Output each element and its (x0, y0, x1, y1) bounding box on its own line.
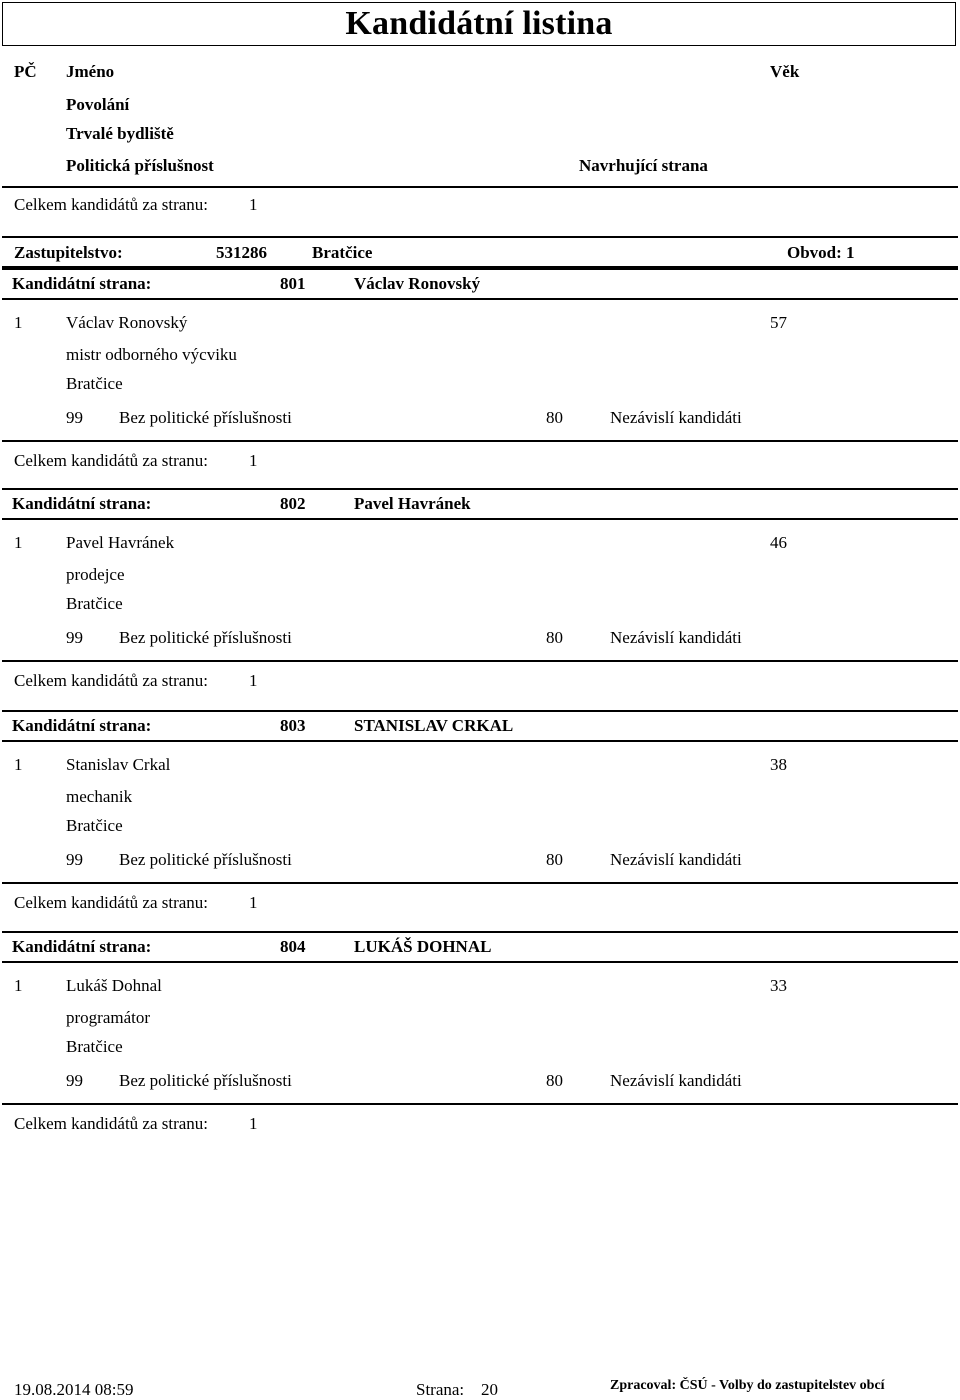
candidate-residence: Bratčice (66, 1037, 123, 1056)
party-label: Kandidátní strana: (12, 716, 152, 735)
council-code: 531286 (216, 243, 267, 262)
candidate-age: 38 (770, 755, 787, 774)
candidate-occupation: mechanik (66, 787, 133, 806)
title-box (2, 2, 956, 46)
candidate-divider (2, 1103, 958, 1105)
candidate-name: Stanislav Crkal (66, 755, 171, 774)
candidate-age: 57 (770, 313, 787, 332)
candidate-occupation: prodejce (66, 565, 125, 584)
candidate-pc: 1 (14, 755, 23, 774)
header-proposer: Navrhující strana (579, 156, 708, 175)
party-section (0, 710, 960, 912)
proposer-code: 80 (546, 850, 563, 869)
candidate-pc: 1 (14, 533, 23, 552)
footer-datetime: 19.08.2014 08:59 (14, 1380, 134, 1399)
candidate-residence: Bratčice (66, 374, 123, 393)
proposer-name: Nezávislí kandidáti (610, 408, 742, 427)
header-pc: PČ (14, 62, 37, 81)
candidate-residence: Bratčice (66, 816, 123, 835)
candidate-name: Pavel Havránek (66, 533, 175, 552)
party-label: Kandidátní strana: (12, 937, 152, 956)
party-number: 802 (280, 494, 306, 513)
affiliation-name: Bez politické příslušnosti (119, 850, 292, 869)
party-name: Pavel Havránek (354, 494, 471, 513)
header-age: Věk (770, 62, 800, 81)
party-total-value: 1 (249, 1114, 258, 1133)
affiliation-name: Bez politické příslušnosti (119, 408, 292, 427)
party-total-value: 1 (249, 671, 258, 690)
header-occupation: Povolání (66, 95, 130, 114)
party-total-label: Celkem kandidátů za stranu: (14, 1114, 209, 1133)
footer-processed: Zpracoval: ČSÚ - Volby do zastupitelstev obcí (610, 1378, 885, 1393)
affiliation-name: Bez politické příslušnosti (119, 628, 292, 647)
proposer-code: 80 (546, 408, 563, 427)
proposer-name: Nezávislí kandidáti (610, 1071, 742, 1090)
top-total-value: 1 (249, 195, 258, 214)
party-section (0, 488, 960, 690)
affiliation-code: 99 (66, 850, 83, 869)
candidate-pc: 1 (14, 313, 23, 332)
party-name: LUKÁŠ DOHNAL (354, 937, 492, 956)
party-name: Václav Ronovský (354, 274, 481, 293)
candidate-pc: 1 (14, 976, 23, 995)
party-number: 804 (280, 937, 306, 956)
proposer-name: Nezávislí kandidáti (610, 628, 742, 647)
candidate-occupation: programátor (66, 1008, 151, 1027)
header-residence: Trvalé bydliště (66, 124, 174, 143)
header-name: Jméno (66, 62, 115, 81)
party-number: 803 (280, 716, 306, 735)
council-name: Bratčice (312, 243, 373, 262)
party-section (0, 931, 960, 1133)
party-label: Kandidátní strana: (12, 494, 152, 513)
party-number: 801 (280, 274, 306, 293)
party-section (0, 268, 960, 470)
party-total-value: 1 (249, 451, 258, 470)
candidate-age: 46 (770, 533, 787, 552)
candidate-divider (2, 882, 958, 884)
candidate-divider (2, 660, 958, 662)
affiliation-name: Bez politické příslušnosti (119, 1071, 292, 1090)
party-label: Kandidátní strana: (12, 274, 152, 293)
candidate-name: Václav Ronovský (66, 313, 188, 332)
affiliation-code: 99 (66, 408, 83, 427)
header-divider (2, 186, 958, 188)
candidate-occupation: mistr odborného výcviku (66, 345, 237, 364)
party-name: STANISLAV CRKAL (354, 716, 514, 735)
affiliation-code: 99 (66, 628, 83, 647)
party-total-value: 1 (249, 893, 258, 912)
proposer-code: 80 (546, 628, 563, 647)
candidate-divider (2, 440, 958, 442)
footer-page-number: 20 (481, 1380, 498, 1399)
candidate-residence: Bratčice (66, 594, 123, 613)
affiliation-code: 99 (66, 1071, 83, 1090)
footer-page-label: Strana: (416, 1380, 465, 1399)
party-total-label: Celkem kandidátů za stranu: (14, 451, 209, 470)
council-label: Zastupitelstvo: (14, 243, 123, 262)
district-label: Obvod: 1 (787, 243, 855, 262)
party-total-label: Celkem kandidátů za stranu: (14, 893, 209, 912)
candidate-name: Lukáš Dohnal (66, 976, 162, 995)
proposer-code: 80 (546, 1071, 563, 1090)
top-total-label: Celkem kandidátů za stranu: (14, 195, 209, 214)
candidate-age: 33 (770, 976, 787, 995)
council-bar (2, 236, 958, 268)
party-total-label: Celkem kandidátů za stranu: (14, 671, 209, 690)
page-title: Kandidátní listina (345, 5, 613, 42)
proposer-name: Nezávislí kandidáti (610, 850, 742, 869)
header-affiliation: Politická příslušnost (66, 156, 214, 175)
